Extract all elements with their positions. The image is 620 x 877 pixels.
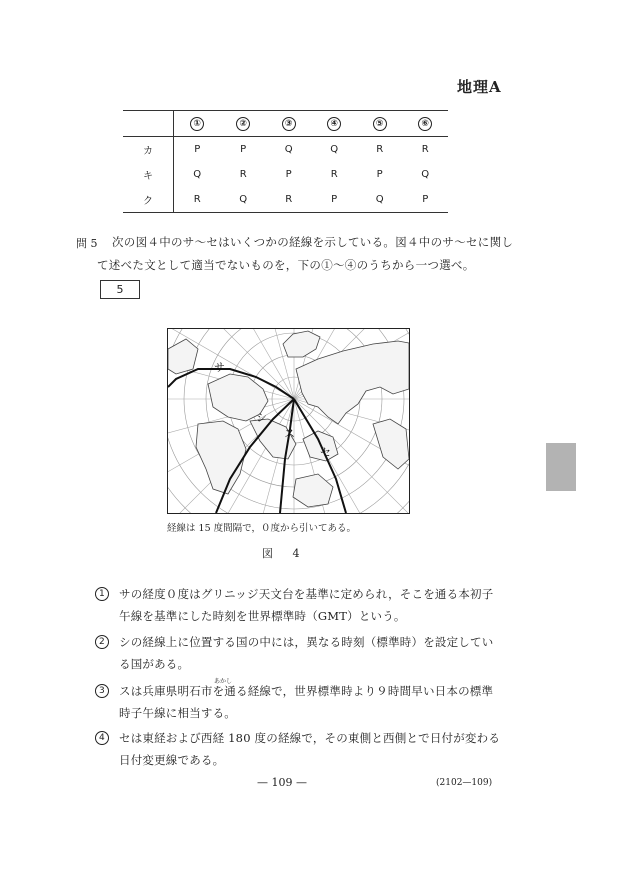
option-number: ①: [190, 117, 204, 131]
table-cell: Q: [239, 194, 248, 205]
ruby-annotation: あかし: [214, 678, 233, 685]
table-cell: P: [194, 144, 201, 155]
row-label: カ: [123, 137, 174, 163]
choice-number: 3: [95, 684, 109, 698]
page-number: — 109 —: [257, 776, 307, 789]
options-table: [123, 110, 448, 213]
side-tab: [546, 443, 576, 491]
label-shi: シ: [256, 411, 267, 424]
table-cell: Q: [330, 144, 339, 155]
column-header: [357, 111, 403, 137]
table-cell: P: [331, 194, 338, 205]
row-label: ク: [123, 187, 174, 213]
africa-shape: [196, 421, 246, 494]
column-header: [220, 111, 266, 137]
label-su: ス: [284, 427, 295, 440]
table-cell: Q: [284, 144, 293, 155]
exam-code: (2102—109): [436, 778, 493, 788]
table-cell: P: [285, 169, 292, 180]
option-number: ②: [236, 117, 250, 131]
table-cell: R: [330, 169, 338, 180]
americas-edge-shape: [168, 339, 198, 374]
figure-caption: 経線は 15 度間隔で，０度から引いてある。: [167, 523, 356, 534]
table-cell: R: [376, 144, 384, 155]
figure-map: [167, 328, 410, 514]
choice-text: スは兵庫県明石市を通る経線で，世界標準時より９時間早い日本の標準時子午線に相当する。: [119, 684, 494, 720]
table-cell: P: [422, 194, 429, 205]
choice-text: サの経度０度はグリニッジ天文台を基準に定められ，そこを通る本初子午線を基準にした時刻を世界標準時（GMT）という。: [119, 587, 494, 623]
table-corner: [123, 111, 174, 137]
table-cell: Q: [193, 169, 202, 180]
label-sa: サ: [214, 361, 225, 374]
column-header: [311, 111, 357, 137]
option-number: ④: [327, 117, 341, 131]
choice-number: 1: [95, 587, 109, 601]
table-header-row: [123, 111, 448, 137]
table-cell: Q: [375, 194, 384, 205]
table-cell: R: [421, 144, 429, 155]
figure-label: 図 4: [262, 547, 308, 560]
column-header: [402, 111, 448, 137]
answer-box: 5: [100, 280, 140, 299]
row-label: キ: [123, 162, 174, 187]
table-cell: Q: [421, 169, 430, 180]
column-header: [174, 111, 221, 137]
question-text-line-1: 次の図４中のサ～セはいくつかの経線を示している。図４中のサ～セに関し: [112, 235, 514, 249]
table-row: [123, 187, 448, 213]
question-text-line-2: て述べた文として適当でないものを，下の①～④のうちから一つ選べ。: [97, 258, 475, 272]
table-row: [123, 137, 448, 163]
choice-number: 4: [95, 731, 109, 745]
table-cell: P: [376, 169, 383, 180]
table-cell: P: [240, 144, 247, 155]
australia-shape: [293, 474, 333, 507]
subject-title: 地理A: [457, 78, 502, 96]
choice-text: セは東経および西経 180 度の経線で，その東側と西側とで日付が変わる日付変更線である。: [119, 731, 501, 767]
table-cell: R: [239, 169, 247, 180]
question-number: 問 5: [76, 237, 98, 250]
choice-number: 2: [95, 635, 109, 649]
table-row: [123, 162, 448, 187]
meridian-map-svg: [168, 329, 409, 513]
column-header: [266, 111, 312, 137]
option-number: ⑤: [373, 117, 387, 131]
table-cell: R: [193, 194, 201, 205]
pacific-land-shape: [373, 419, 409, 469]
option-number: ③: [282, 117, 296, 131]
choice-text: シの経線上に位置する国の中には，異なる時刻（標準時）を設定している国がある。: [119, 635, 494, 671]
greenland-shape: [283, 331, 320, 357]
option-number: ⑥: [418, 117, 432, 131]
table-cell: R: [285, 194, 293, 205]
label-se: セ: [320, 446, 331, 459]
eurasia-north-shape: [296, 341, 409, 424]
